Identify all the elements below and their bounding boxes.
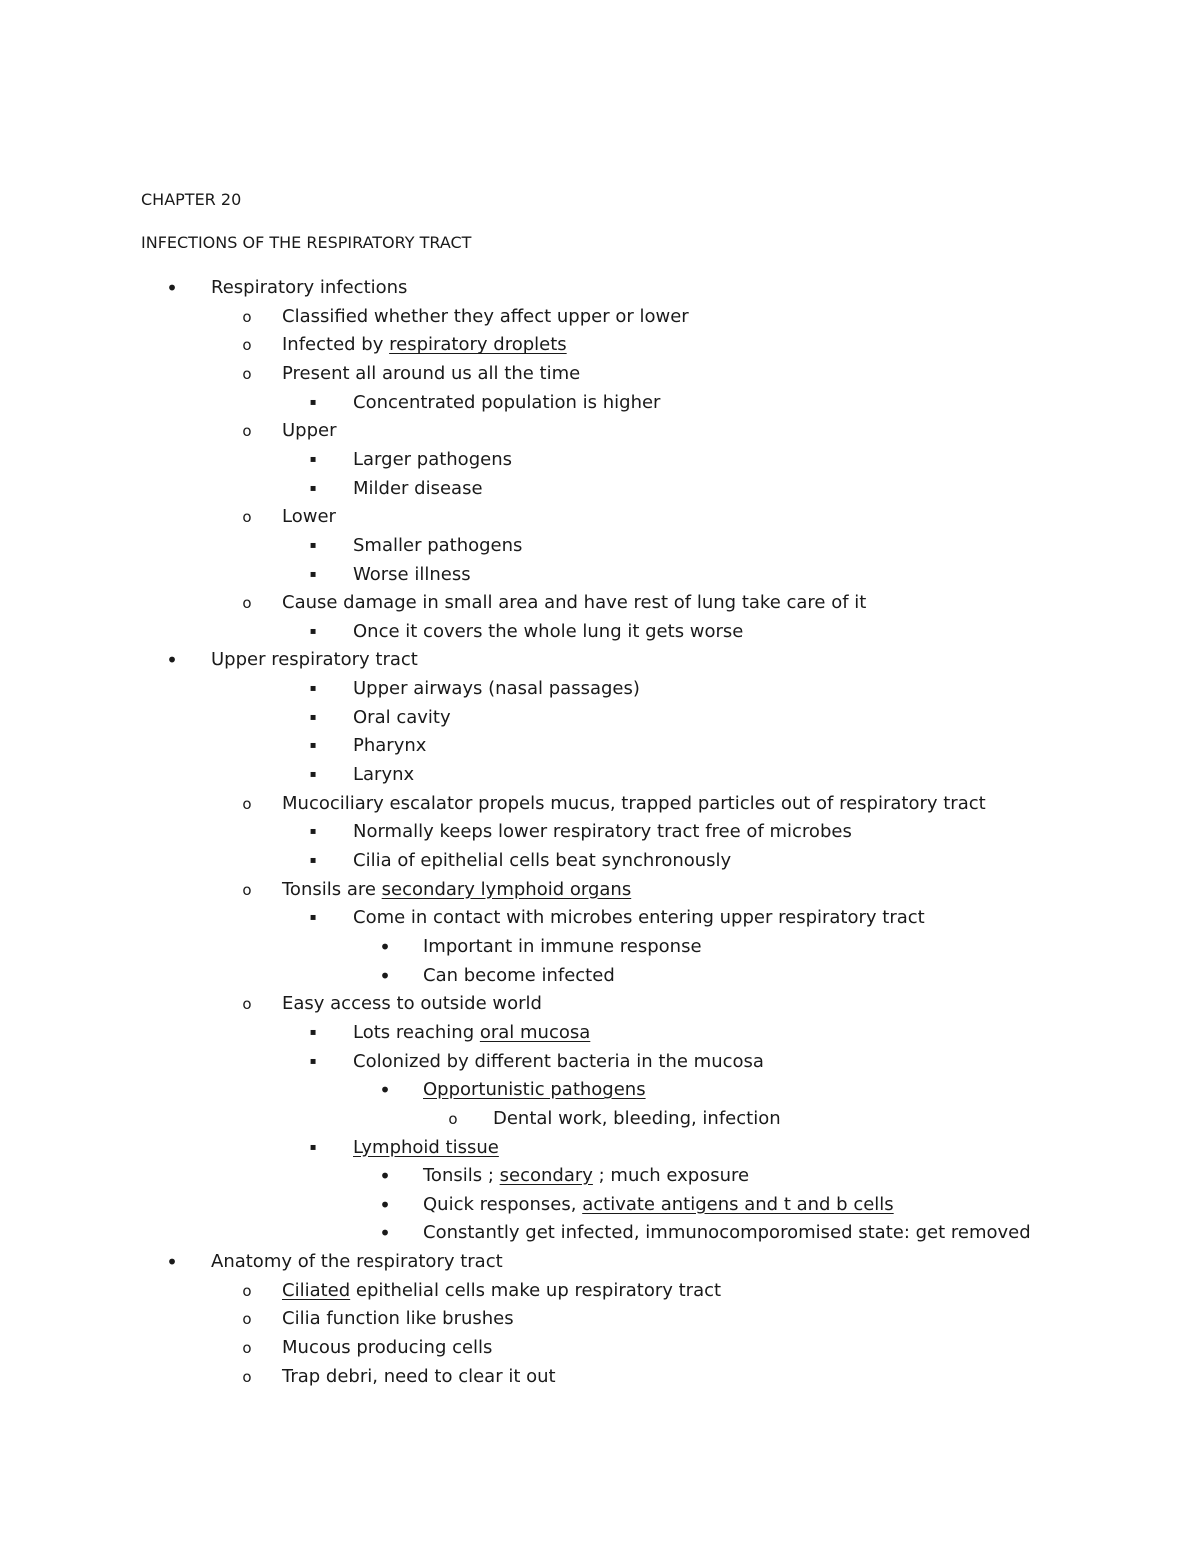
list-item-text	[353, 1021, 590, 1045]
text-segment: Mucous producing cells	[282, 1337, 493, 1359]
circle-bullet-icon: o	[242, 995, 252, 1014]
square-bullet-icon: ▪	[309, 855, 317, 866]
text-segment: Lower	[282, 506, 336, 528]
text-segment: Cilia of epithelial cells beat synchronously	[353, 850, 732, 871]
list-item-text	[353, 1050, 764, 1074]
list-item-text	[211, 1250, 503, 1274]
list-item-text	[353, 706, 451, 730]
text-segment: Anatomy of the respiratory tract	[211, 1251, 503, 1273]
text-segment: Important in immune response	[423, 935, 702, 957]
disc-bullet-icon: •	[166, 648, 178, 673]
square-bullet-icon: ▪	[309, 1026, 317, 1038]
square-bullet-icon: ▪	[309, 1055, 317, 1067]
text-segment: Colonized by different bacteria in the mucosa	[353, 1050, 764, 1072]
list-item-text	[353, 620, 743, 644]
list-item-text	[423, 1193, 894, 1217]
text-segment: Milder disease	[353, 477, 483, 499]
square-bullet-icon: ▪	[309, 453, 317, 465]
list-item-text	[282, 1307, 514, 1331]
underlined-term: oral mucosa	[479, 1021, 591, 1043]
text-segment: Once it covers the whole lung it gets worse	[353, 620, 744, 642]
list-item-text	[282, 305, 689, 329]
list-item-text	[353, 563, 471, 587]
square-bullet-icon: ▪	[309, 711, 317, 723]
list-item-text	[282, 505, 336, 529]
square-bullet-icon: ▪	[309, 912, 317, 924]
list-item-text	[353, 906, 925, 930]
text-segment: Upper	[282, 420, 337, 442]
text-segment: Present all around us all the time	[282, 362, 581, 384]
list-item-text	[282, 419, 337, 443]
text-segment: Infected by	[282, 334, 390, 356]
disc-bullet-icon: •	[379, 1164, 391, 1189]
square-bullet-icon: ▪	[309, 625, 317, 637]
text-segment: Come in contact with microbes entering upper respiratory tract	[353, 907, 925, 929]
list-item-text	[353, 477, 483, 501]
list-item-text	[353, 677, 640, 701]
text-segment: Tonsils ;	[423, 1165, 500, 1187]
list-item-text	[282, 878, 631, 902]
circle-bullet-icon: o	[242, 594, 252, 613]
square-bullet-icon: ▪	[309, 826, 317, 838]
text-segment: Upper airways (nasal passages)	[353, 678, 640, 700]
text-segment: Oral cavity	[353, 706, 451, 728]
circle-bullet-icon: o	[242, 364, 252, 383]
text-segment: Cilia function like brushes	[282, 1308, 514, 1330]
text-segment: Can become infected	[423, 964, 615, 986]
text-segment: Classified whether they affect upper or lower	[282, 305, 689, 327]
text-segment: Lots reaching	[353, 1021, 480, 1043]
list-item-text	[211, 648, 418, 672]
disc-bullet-icon: •	[379, 1192, 391, 1217]
list-item-text	[353, 734, 426, 758]
list-item-text	[282, 1279, 721, 1303]
list-item-text	[282, 591, 866, 615]
circle-bullet-icon: o	[242, 880, 252, 899]
underlined-term: Lymphoid tissue	[353, 1136, 499, 1158]
list-item-text	[423, 935, 702, 959]
text-segment: Pharynx	[353, 735, 427, 757]
list-item-text	[282, 1336, 492, 1360]
disc-bullet-icon: •	[379, 1221, 391, 1246]
text-segment: Easy access to outside world	[282, 993, 542, 1015]
square-bullet-icon: ▪	[309, 482, 317, 494]
list-item-text	[282, 1365, 556, 1389]
list-item-text	[493, 1107, 781, 1131]
disc-bullet-icon: •	[166, 1250, 178, 1275]
circle-bullet-icon: o	[242, 1339, 252, 1358]
text-segment: Constantly get infected, immunocomporomised state: get removed	[423, 1222, 1031, 1244]
underlined-term: secondary	[499, 1165, 593, 1187]
text-segment: epithelial cells make up respiratory tract	[350, 1279, 722, 1301]
circle-bullet-icon: o	[242, 1310, 252, 1329]
disc-bullet-icon: •	[166, 276, 178, 300]
disc-bullet-icon: •	[379, 963, 391, 988]
list-item-text	[353, 763, 414, 787]
list-item-text	[353, 1136, 499, 1160]
text-segment: Dental work, bleeding, infection	[493, 1107, 781, 1129]
list-item-text	[423, 1221, 1031, 1245]
square-bullet-icon: ▪	[309, 1141, 317, 1153]
text-segment: Concentrated population is higher	[353, 391, 661, 413]
text-segment: Upper respiratory tract	[211, 649, 418, 671]
list-item-text	[353, 391, 660, 415]
document-title: INFECTIONS OF THE RESPIRATORY TRACT	[141, 233, 472, 252]
square-bullet-icon: ▪	[309, 769, 317, 781]
text-segment: Worse illness	[353, 563, 471, 585]
circle-bullet-icon: o	[242, 1281, 252, 1300]
underlined-term: activate antigens and t and b cells	[582, 1193, 894, 1215]
circle-bullet-icon: o	[242, 307, 252, 326]
square-bullet-icon: ▪	[309, 683, 317, 695]
text-segment: Mucociliary escalator propels mucus, trapped particles out of respiratory tract	[282, 792, 986, 814]
square-bullet-icon: ▪	[309, 740, 317, 752]
list-item-text	[282, 792, 986, 816]
circle-bullet-icon: o	[242, 508, 252, 527]
circle-bullet-icon: o	[242, 422, 252, 441]
square-bullet-icon: ▪	[309, 568, 317, 580]
underlined-term: respiratory droplets	[389, 334, 567, 356]
circle-bullet-icon: o	[448, 1109, 458, 1128]
text-segment: Smaller pathogens	[353, 534, 523, 556]
disc-bullet-icon: •	[379, 1078, 391, 1103]
square-bullet-icon: ▪	[309, 396, 317, 408]
disc-bullet-icon: •	[379, 934, 391, 959]
list-item-text	[282, 992, 542, 1016]
text-segment: Normally keeps lower respiratory tract free of microbes	[353, 821, 852, 843]
square-bullet-icon: ▪	[309, 539, 317, 551]
text-segment: Larger pathogens	[353, 448, 512, 470]
underlined-term: Opportunistic pathogens	[423, 1079, 646, 1101]
text-segment: Larynx	[353, 764, 415, 786]
list-item-text	[423, 964, 615, 988]
text-segment: Cause damage in small area and have rest of lung take care of it	[282, 592, 867, 614]
underlined-term: Ciliated	[282, 1279, 351, 1301]
list-item-text	[353, 448, 512, 472]
list-item-text	[282, 333, 567, 357]
list-item-text	[353, 849, 731, 873]
text-segment: Quick responses,	[423, 1193, 583, 1215]
list-item-text	[423, 1078, 646, 1102]
circle-bullet-icon: o	[242, 794, 252, 813]
list-item-text	[423, 1164, 749, 1188]
text-segment: Respiratory infections	[211, 277, 408, 298]
text-segment: Trap debri, need to clear it out	[282, 1365, 556, 1387]
underlined-term: secondary lymphoid organs	[381, 878, 632, 900]
list-item-text	[211, 276, 407, 300]
circle-bullet-icon: o	[242, 336, 252, 355]
list-item-text	[353, 820, 852, 844]
chapter-heading: CHAPTER 20	[141, 190, 242, 209]
circle-bullet-icon: o	[242, 1367, 252, 1386]
text-segment: ; much exposure	[592, 1165, 750, 1187]
text-segment: Tonsils are	[282, 878, 382, 900]
list-item-text	[353, 534, 522, 558]
list-item-text	[282, 362, 580, 386]
